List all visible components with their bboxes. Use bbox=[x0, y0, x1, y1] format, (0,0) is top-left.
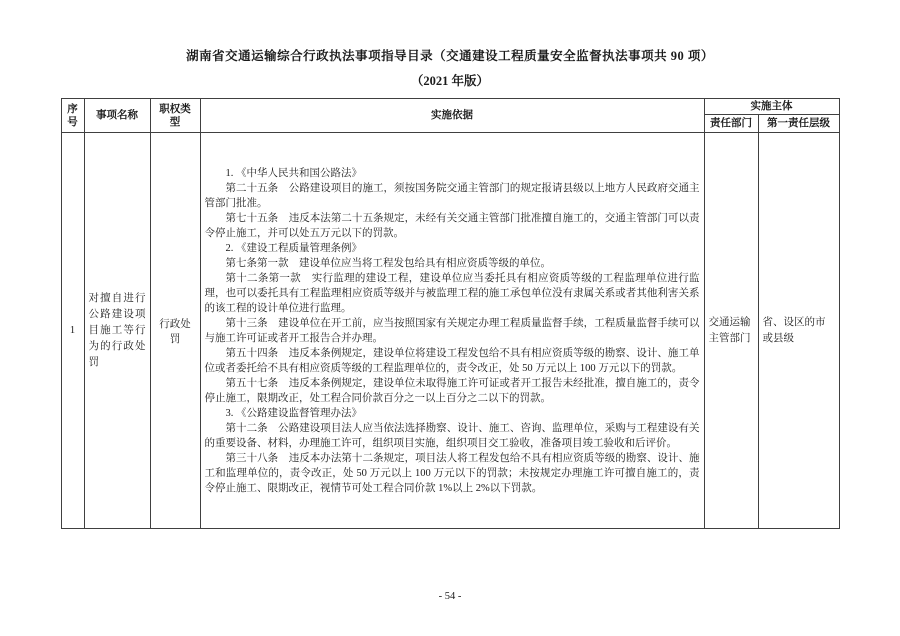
cell-item-name: 对擅自进行公路建设项目施工等行为的行政处罚 bbox=[84, 133, 150, 529]
document-subtitle: （2021 年版） bbox=[410, 74, 490, 88]
basis-paragraphs bbox=[205, 166, 700, 496]
law-paragraph: 2. 《建设工程质量管理条例》 bbox=[225, 242, 362, 254]
law-paragraph: 3. 《公路建设监督管理办法》 bbox=[225, 407, 362, 419]
header-implementer-group: 实施主体 bbox=[704, 99, 839, 115]
law-paragraph: 第三十八条 违反本办法第十二条规定，项目法人将工程发包给不具有相应资质等级的勘察、设计、施工和监理单位的，责令改正，处 50 万元以上 100 万元以下的罚款；未按规定办理施工许可擅自施工的，责令停止施工、限期改正，视情节可处工程合同价款 1%以上 2%以下罚款。 bbox=[204, 452, 700, 494]
page-number: - 54 - bbox=[438, 591, 462, 602]
law-paragraph: 第十二条第一款 实行监理的建设工程，建设单位应当委托具有相应资质等级的工程监理单位进行监理，也可以委托具有工程监理相应资质等级并与被监理工程的施工承包单位没有隶属关系或者其他利害关系的该工程的设计单位进行监理。 bbox=[204, 272, 700, 314]
cell-seq: 1 bbox=[61, 133, 84, 529]
header-first-level: 第一责任层级 bbox=[758, 115, 839, 133]
law-paragraph: 第五十四条 违反本条例规定，建设单位将建设工程发包给不具有相应资质等级的勘察、设计、施工单位或者委托给不具有相应资质等级的工程监理单位的，责令改正，处 50 万元以上 100 万元以下的罚款。 bbox=[204, 347, 700, 374]
header-seq: 序号 bbox=[61, 99, 84, 133]
document-title: 湖南省交通运输综合行政执法事项指导目录（交通建设工程质量安全监督执法事项共 90 项） bbox=[186, 49, 714, 63]
law-paragraph: 第七十五条 违反本法第二十五条规定，未经有关交通主管部门批准擅自施工的，交通主管部门可以责令停止施工，并可以处五万元以下的罚款。 bbox=[204, 212, 700, 239]
cell-basis bbox=[200, 133, 704, 529]
law-paragraph: 第十二条 公路建设项目法人应当依法选择勘察、设计、施工、咨询、监理单位，采购与工程建设有关的重要设备、材料，办理施工许可，组织项目实施，组织项目交工验收，准备项目竣工验收和后评价。 bbox=[204, 422, 700, 449]
table-row bbox=[61, 133, 839, 529]
law-paragraph: 第五十七条 违反本条例规定，建设单位未取得施工许可证或者开工报告未经批准，擅自施工的，责令停止施工，限期改正，处工程合同价款百分之一以上百分之二以下的罚款。 bbox=[204, 377, 700, 404]
law-paragraph: 第二十五条 公路建设项目的施工，须按国务院交通主管部门的规定报请县级以上地方人民政府交通主管部门批准。 bbox=[204, 182, 700, 209]
header-item-name: 事项名称 bbox=[84, 99, 150, 133]
cell-authority-type: 行政处罚 bbox=[150, 133, 200, 529]
law-paragraph: 第十三条 建设单位在开工前，应当按照国家有关规定办理工程质量监督手续，工程质量监督手续可以与施工许可证或者开工报告合并办理。 bbox=[204, 317, 700, 344]
cell-first-level: 省、设区的市或县级 bbox=[758, 133, 839, 529]
header-basis: 实施依据 bbox=[200, 99, 704, 133]
header-authority-type: 职权类型 bbox=[150, 99, 200, 133]
header-responsible-dept: 责任部门 bbox=[704, 115, 758, 133]
cell-responsible-dept: 交通运输主管部门 bbox=[704, 133, 758, 529]
law-paragraph: 第七条第一款 建设单位应当将工程发包给具有相应资质等级的单位。 bbox=[225, 257, 551, 269]
catalog-table bbox=[61, 98, 840, 529]
law-paragraph: 1. 《中华人民共和国公路法》 bbox=[225, 167, 362, 179]
